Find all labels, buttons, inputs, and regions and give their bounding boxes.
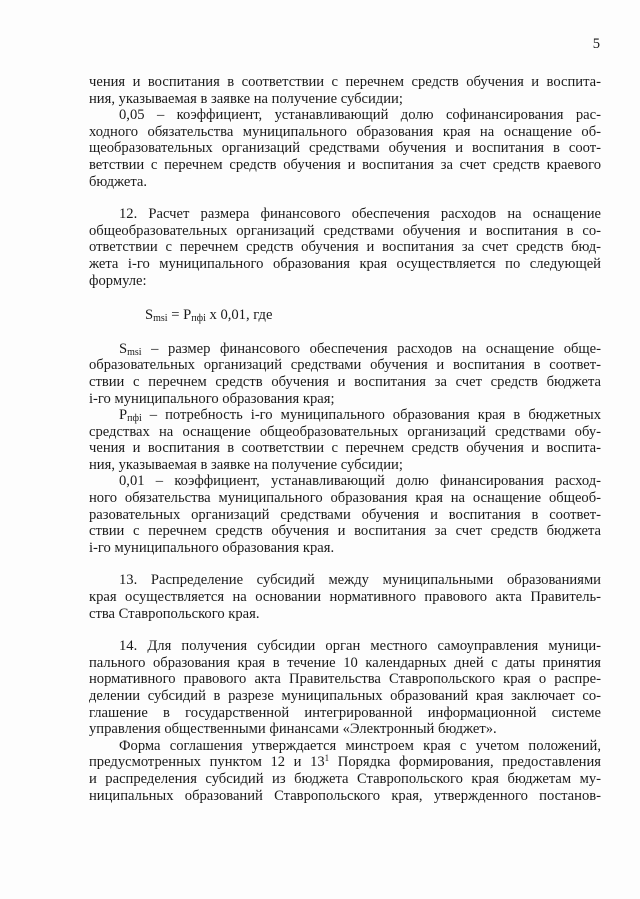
paragraph-coefficient-005 <box>89 107 601 190</box>
paragraph-item-14 <box>89 638 601 738</box>
text-line: ствии с перечнем средств обучения и воспитания за счет средств бюджета <box>89 523 601 540</box>
text-line: $S_{msi}$ – размер финансового обеспечения расходов на оснащение обще- <box>119 340 601 358</box>
text-line: чения и воспитания в соответствии с перечнем средств обучения и воспита- <box>89 440 601 457</box>
paragraph-item-12 <box>89 206 601 289</box>
text-line: ния, указываемая в заявке на получение субсидии; <box>89 90 403 107</box>
paragraph-definition-smsi <box>89 341 601 407</box>
text-line: управления общественными финансами «Электронный бюджет». <box>89 721 497 738</box>
text-line: и распределения субсидий из бюджета Ставропольского края бюджетам му- <box>89 770 601 787</box>
text-line: $P_{пфi}$ – потребность i-го муниципального образования края в бюджетных <box>119 407 601 425</box>
text-line: 12. Расчет размера финансового обеспечения расходов на оснащение <box>119 206 601 223</box>
text-line: делении субсидий в разрезе муниципальных образований края заключает со- <box>89 688 601 704</box>
text-line: ного обязательства муниципального образования края на оснащение общеоб- <box>89 490 601 507</box>
text-line: ответствии с перечнем средств обучения и воспитания за счет средств бюд- <box>89 239 601 256</box>
paragraph-agreement-form <box>89 738 601 804</box>
text-line: ства Ставропольского края. <box>89 605 260 622</box>
text-line: жета i-го муниципального образования края осуществляется по следующей <box>89 255 601 272</box>
paragraph-item-13 <box>89 572 601 622</box>
text-line: общеобразовательных организаций средствами обучения и воспитания в со- <box>89 222 601 239</box>
text-line: 0,01 – коэффициент, устанавливающий долю финансирования расход- <box>119 473 601 490</box>
page-number: 5 <box>592 36 600 52</box>
text-line: края осуществляется на основании нормативного правового акта Правитель- <box>89 589 601 606</box>
text-line: предусмотренных пунктом 12 и $13^1$ Порядка формирования, предоставления <box>89 753 602 771</box>
formula: $S_{msi} = P_{пфi}$ x 0,01, где <box>145 307 273 325</box>
text-line: нормативного правового акта Правительства Ставропольского края о распре- <box>89 671 601 688</box>
text-line: 14. Для получения субсидии орган местного самоуправления муници- <box>119 638 601 655</box>
text-line: щеобразовательных организаций средствами обучения и воспитания в соот- <box>89 140 601 157</box>
text-line: Форма соглашения утверждается минстроем края с учетом положений, <box>119 737 601 754</box>
text-line: ходного обязательства муниципального образования края на оснащение об- <box>89 123 601 140</box>
text-line: разовательных организаций средствами обучения и воспитания в соответ- <box>89 506 601 523</box>
document-body <box>89 74 601 804</box>
text-line: средствах на оснащение общеобразовательных организаций средствами обу- <box>89 423 601 440</box>
text-line: ниципальных образований Ставропольского края, утвержденного постанов- <box>89 787 601 804</box>
text-line: ния, указываемая в заявке на получение субсидии; <box>89 456 403 473</box>
paragraph-coefficient-001 <box>89 473 601 556</box>
text-line: 13. Распределение субсидий между муниципальными образованиями <box>119 572 601 589</box>
text-line: ствии с перечнем средств обучения и воспитания за счет средств бюджета <box>89 373 601 390</box>
text-line: 0,05 – коэффициент, устанавливающий долю софинансирования рас- <box>119 107 601 124</box>
paragraph-definition-ppfi <box>89 407 601 473</box>
text-line: ветствии с перечнем средств обучения и воспитания за счет средств краевого <box>89 156 601 173</box>
text-line: формуле: <box>89 272 147 289</box>
text-line: глашение в государственной интегрированной информационной системе <box>89 704 601 721</box>
text-line: образовательных организаций средствами обучения и воспитания в соответ- <box>89 357 601 374</box>
text-line: i-го муниципального образования края; <box>89 390 335 407</box>
text-line: i-го муниципального образования края. <box>89 539 335 556</box>
text-line: пального образования края в течение 10 календарных дней с даты принятия <box>89 654 601 671</box>
paragraph-continuation <box>89 74 601 107</box>
text-line: чения и воспитания в соответствии с перечнем средств обучения и воспита- <box>89 74 601 90</box>
text-line: бюджета. <box>89 173 148 190</box>
